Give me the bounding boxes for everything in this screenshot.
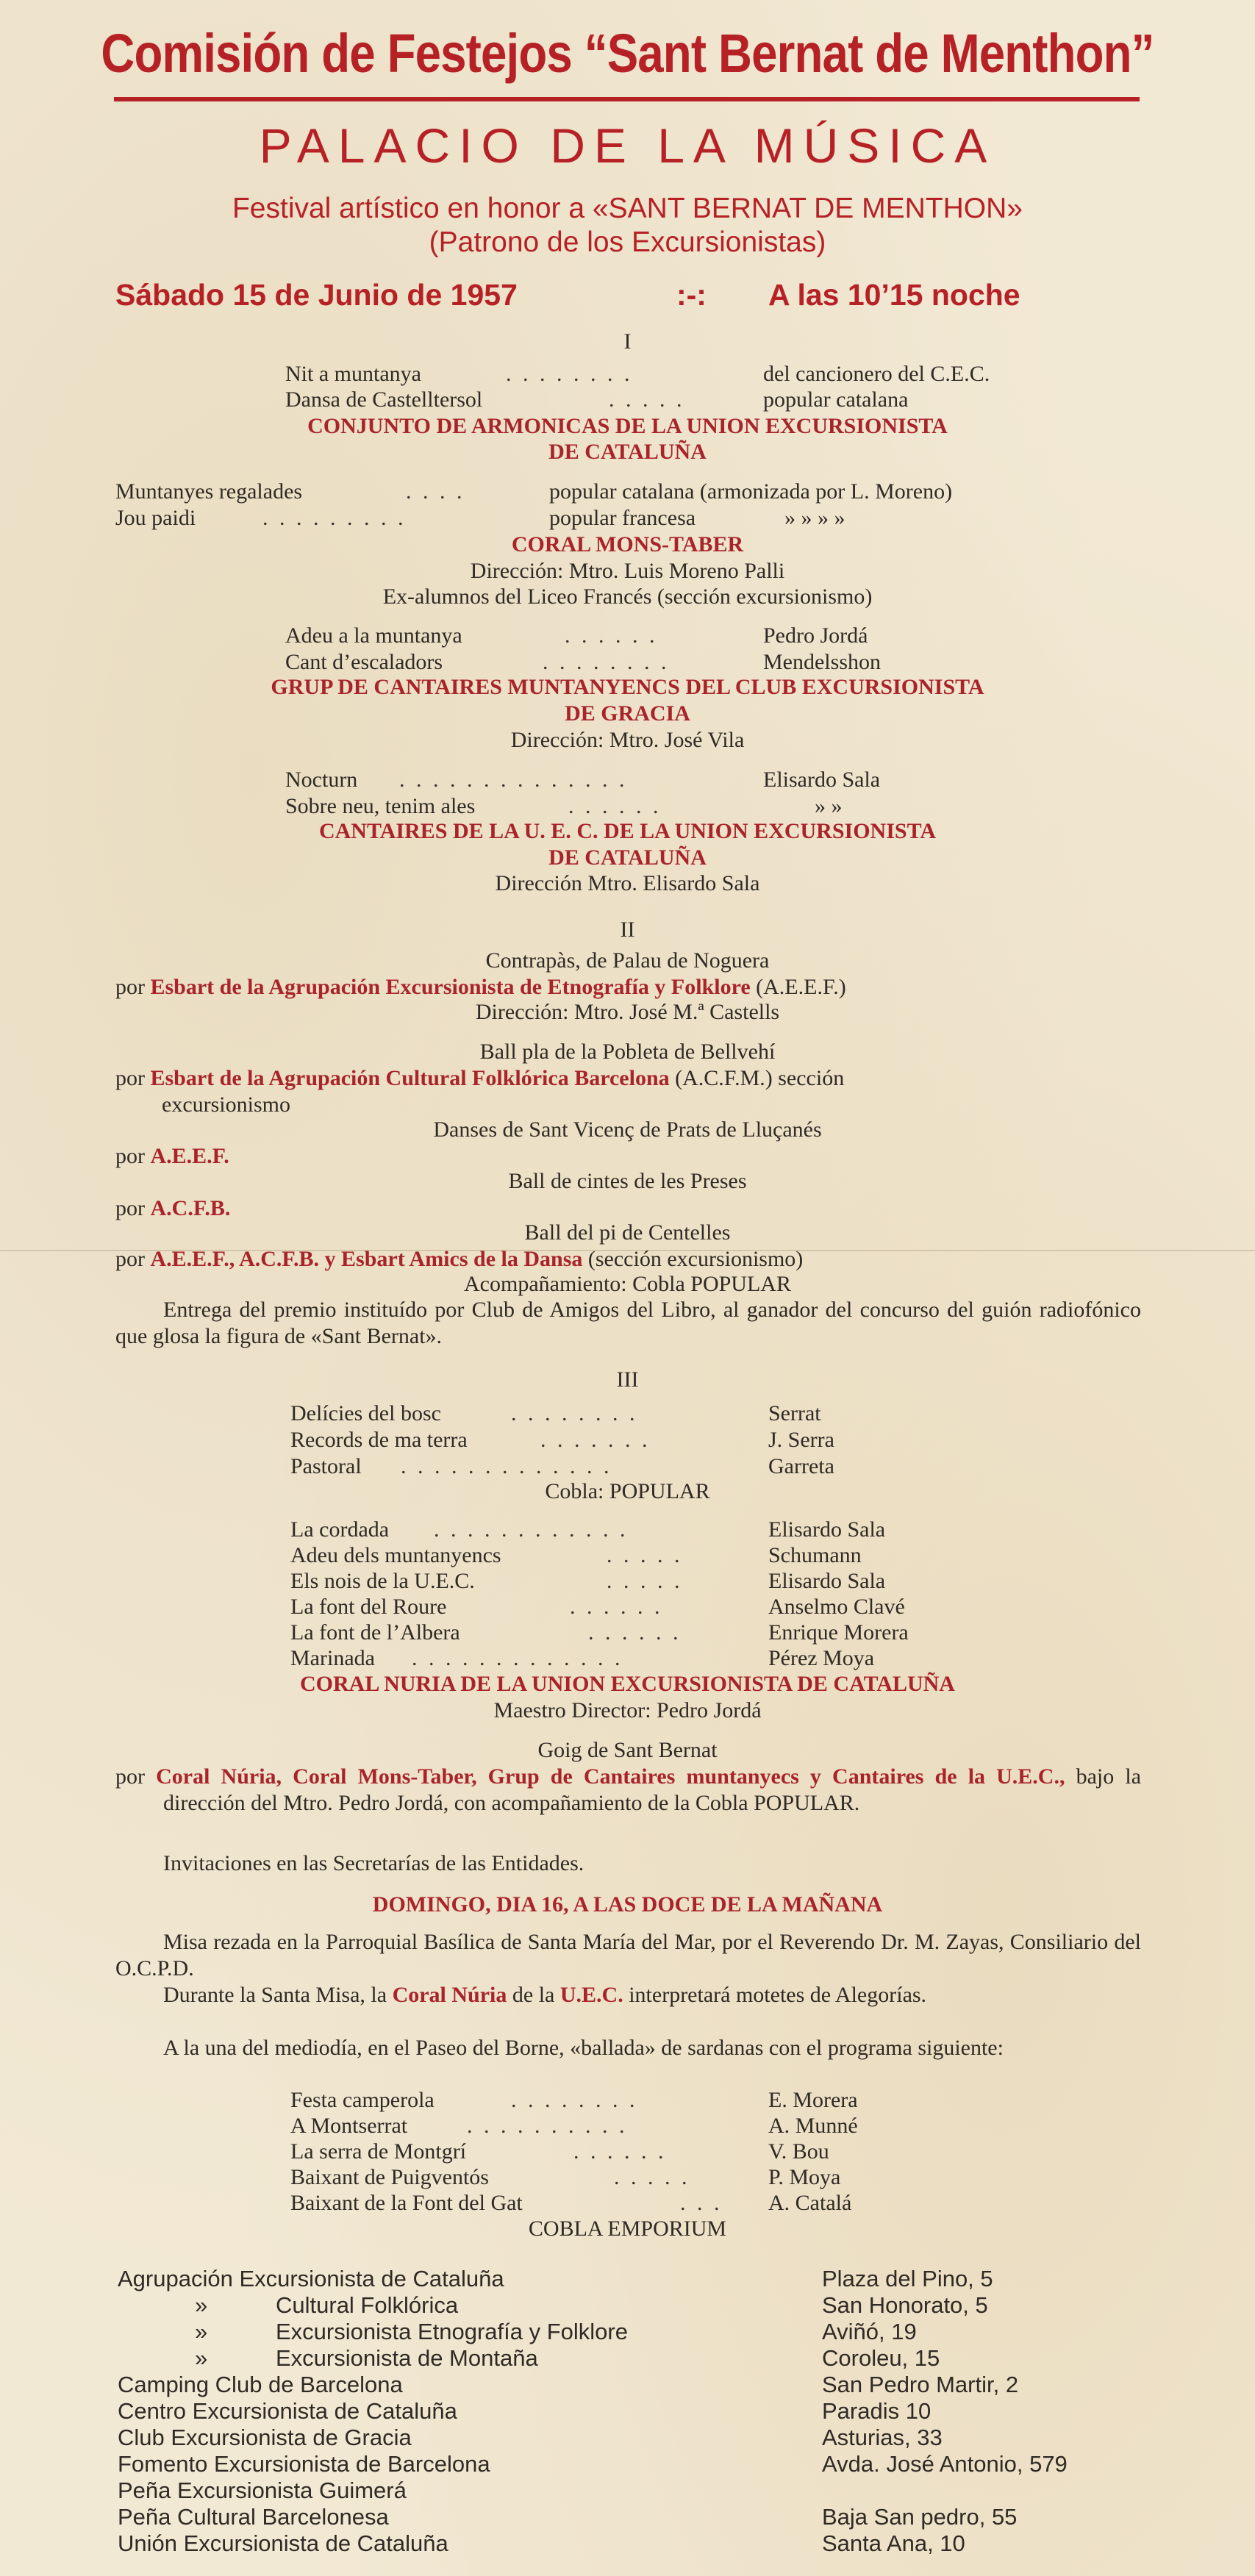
piece-title: Jou paidi (115, 506, 196, 530)
piece-title: A Montserrat (290, 2114, 408, 2138)
performer-note: bajo la dirección del Mtro. Pedro Jordá, con acompañamiento de la Cobla POPULAR. (163, 1764, 1142, 1815)
cobla-label: COBLA EMPORIUM (528, 2217, 727, 2241)
performer-name: Esbart de la Agrupación Excursionista de Etnografía y Folklore (150, 975, 751, 999)
leader-dots: . . . . . . . . . . . . . . (399, 768, 628, 792)
event-time: A las 10’15 noche (768, 278, 1020, 312)
performer-name: Esbart de la Agrupación Cultural Folklórica Barcelona (150, 1066, 670, 1090)
entity-address: Santa Ana, 10 (822, 2530, 965, 2556)
entity-name: Peña Cultural Barcelonesa (118, 2504, 389, 2530)
entity-name: Excursionista Etnografía y Folklore (276, 2319, 628, 2344)
ditto-mark: » (195, 2345, 208, 2371)
piece-title: Adeu a la muntanya (285, 623, 462, 648)
leader-dots: . . . (680, 2191, 723, 2215)
por-label: por (115, 1247, 145, 1271)
group-name: CANTAIRES DE LA U. E. C. DE LA UNION EXCURSIONISTA (318, 819, 937, 843)
piece-author: V. Bou (768, 2139, 829, 2164)
piece-author: Enrique Morera (768, 1620, 909, 1645)
performer-name: A.E.E.F. (150, 1144, 229, 1168)
piece-title: La font del Roure (290, 1595, 447, 1619)
piece-title: Records de ma terra (290, 1428, 468, 1452)
piece-author: E. Morera (768, 2088, 858, 2112)
piece-title: Nit a muntanya (285, 362, 421, 386)
entity-name: Agrupación Excursionista de Cataluña (118, 2266, 504, 2291)
leader-dots: . . . . . . (588, 1620, 682, 1645)
piece-title: Baixant de la Font del Gat (290, 2191, 523, 2215)
group-name-cont: DE GRACIA (565, 701, 690, 726)
leader-dots: . . . . . (609, 387, 685, 412)
dance-performers (115, 1247, 803, 1272)
piece-title: Pastoral (290, 1454, 362, 1478)
dance-director: Dirección: Mtro. José M.ª Castells (475, 1000, 780, 1024)
por-label: por (115, 975, 145, 999)
group-note: Ex-alumnos del Liceo Francés (sección excursionismo) (382, 584, 873, 609)
piece-author: Garreta (768, 1454, 834, 1478)
ditto-marks: » » (815, 794, 843, 818)
entity-row (118, 2292, 853, 2319)
por-label: por (115, 1066, 145, 1090)
piece-author: Elisardo Sala (763, 768, 881, 792)
entity-name: Peña Excursionista Guimerá (118, 2477, 407, 2503)
ditto-marks: » » » » (784, 506, 845, 530)
entity-name: Excursionista de Montaña (276, 2345, 538, 2371)
leader-dots: . . . . . . . . (506, 362, 633, 386)
leader-dots: . . . . . . . . . (262, 506, 407, 530)
piece-author: Mendelsshon (763, 650, 881, 674)
piece-author: Elisardo Sala (768, 1517, 886, 1542)
leader-dots: . . . . . . . . . . . . (434, 1517, 629, 1542)
entity-name: Unión Excursionista de Cataluña (118, 2530, 448, 2556)
entity-name: Camping Club de Barcelona (118, 2372, 403, 2397)
leader-dots: . . . . . . . . . . . . . (412, 1646, 623, 1670)
section-numeral-2: II (620, 917, 635, 942)
group-director: Dirección Mtro. Elisardo Sala (495, 871, 760, 895)
leader-dots: . . . . . (614, 2165, 690, 2189)
motets-text: interpretará motetes de Alegorías. (629, 1983, 927, 2007)
piece-title: Adeu dels muntanyencs (290, 1543, 501, 1567)
group-name: GRUP DE CANTAIRES MUNTANYENCS DEL CLUB EXCURSIONISTA (271, 675, 984, 699)
dance-performers (115, 1196, 230, 1221)
entity-address: San Pedro Martir, 2 (822, 2372, 1019, 2397)
festival-subtitle: Festival artístico en honor a «SANT BERNAT DE MENTHON» (232, 193, 1023, 224)
piece-author: P. Moya (768, 2165, 841, 2189)
dance-title: Ball del pi de Centelles (524, 1220, 731, 1245)
mass-note: Misa rezada en la Parroquial Basílica de Santa María del Mar, por el Reverendo Dr. M. Zayas, Consiliario del O.C.P.D. (115, 1930, 1141, 1981)
piece-author: Pérez Moya (768, 1646, 875, 1670)
leader-dots: . . . . . . . . . . . . . (401, 1454, 612, 1478)
choir-ref: Coral Núria (392, 1983, 507, 2007)
performer-cont: excursionismo (162, 1092, 290, 1117)
leader-dots: . . . . . . (573, 2139, 667, 2164)
entity-address: San Honorato, 5 (822, 2292, 988, 2318)
piece-author: del cancionero del C.E.C. (763, 362, 990, 386)
addresses-list (822, 2266, 1234, 2557)
piece-author: Pedro Jordá (763, 623, 868, 648)
leader-dots: . . . . . . (570, 1595, 663, 1619)
award-note: Entrega del premio instituído por Club de Amigos del Libro, al ganador del concurso del guión radiofónico que glosa la figura de «Sant Bernat». (115, 1298, 1141, 1348)
group-director: Dirección: Mtro. Luis Moreno Palli (470, 559, 785, 583)
entity-name: Cultural Folklórica (276, 2292, 459, 2318)
entity-name: Fomento Excursionista de Barcelona (118, 2451, 490, 2477)
ditto-mark: » (195, 2319, 208, 2344)
piece-title: Muntanyes regalades (115, 479, 303, 504)
group-name: CONJUNTO DE ARMONICAS DE LA UNION EXCURSIONISTA (307, 414, 948, 438)
leader-dots: . . . . . . . . (511, 2088, 638, 2112)
group-director: Dirección: Mtro. José Vila (510, 728, 745, 752)
dance-performers (115, 1144, 229, 1169)
piece-title: Nocturn (285, 768, 358, 792)
piece-title: Cant d’escaladors (285, 650, 443, 674)
piece-title: La cordada (290, 1517, 390, 1542)
leader-dots: . . . . . (607, 1569, 683, 1593)
piece-author: Schumann (768, 1543, 862, 1567)
performer-names: Coral Núria, Coral Mons-Taber, Grup de Cantaires muntanyecs y Cantaires de la U.E.C., (156, 1764, 1065, 1789)
leader-dots: . . . . . . . . (511, 1401, 638, 1425)
entity-address: Paradis 10 (822, 2398, 932, 2424)
performer-abbr: (A.C.F.M.) sección (675, 1066, 845, 1090)
piece-author: popular catalana (763, 387, 909, 412)
group-name-cont: DE CATALUÑA (548, 845, 707, 870)
dance-performers (115, 975, 846, 1000)
sunday-heading: DOMINGO, DIA 16, A LAS DOCE DE LA MAÑANA (372, 1892, 883, 1917)
venue-title: PALACIO DE LA MÚSICA (259, 118, 996, 173)
leader-dots: . . . . . . . . (543, 650, 670, 674)
entity-address: Plaza del Pino, 5 (822, 2266, 993, 2291)
group-name-cont: DE CATALUÑA (548, 440, 707, 464)
piece-title: Festa camperola (290, 2088, 435, 2112)
accompaniment: Acompañamiento: Cobla POPULAR (464, 1272, 791, 1296)
piece-author: J. Serra (768, 1428, 834, 1452)
dance-title: Ball pla de la Pobleta de Bellvehí (479, 1040, 776, 1064)
dance-performers (115, 1066, 844, 1091)
section-numeral-1: I (623, 329, 632, 354)
section-numeral-3: III (616, 1367, 639, 1392)
leader-dots: . . . . . . (565, 623, 658, 648)
sardanas-note: A la una del mediodía, en el Paseo del Borne, «ballada» de sardanas con el programa siguiente: (163, 2036, 1004, 2060)
piece-title: Els nois de la U.E.C. (290, 1569, 475, 1593)
performer-name: A.C.F.B. (150, 1196, 231, 1220)
entity-address: Asturias, 33 (822, 2425, 943, 2450)
choir-director: Maestro Director: Pedro Jordá (493, 1698, 762, 1722)
piece-author: popular francesa (549, 506, 696, 530)
goig-title: Goig de Sant Bernat (537, 1738, 718, 1762)
por-label: por (115, 1764, 145, 1789)
piece-author: Elisardo Sala (768, 1569, 886, 1593)
leader-dots: . . . . . . (568, 794, 662, 818)
entity-address: Avda. José Antonio, 579 (822, 2451, 1068, 2477)
entity-address: Aviñó, 19 (822, 2319, 917, 2344)
leader-dots: . . . . . (607, 1543, 683, 1567)
performer-name: A.E.E.F., A.C.F.B. y Esbart Amics de la Dansa (150, 1247, 583, 1271)
piece-title: Baixant de Puigventós (290, 2165, 489, 2189)
piece-title: Sobre neu, tenim ales (285, 794, 476, 818)
piece-author: popular catalana (armonizada por L. Moreno) (549, 479, 953, 504)
dance-title: Danses de Sant Vicenç de Prats de Lluçanés (433, 1117, 822, 1142)
motets-note (115, 1982, 1141, 2008)
motets-text: Durante la Santa Misa, la (163, 1983, 387, 2007)
por-label: por (115, 1144, 145, 1168)
event-date: Sábado 15 de Junio de 1957 (115, 278, 518, 312)
por-label: por (115, 1196, 145, 1220)
ditto-mark: » (195, 2292, 208, 2318)
entity-name: Club Excursionista de Gracia (118, 2425, 412, 2450)
patron-subtitle: (Patrono de los Excursionistas) (429, 226, 826, 258)
piece-author: Serrat (768, 1401, 821, 1425)
entity-address: Baja San pedro, 55 (822, 2504, 1018, 2530)
leader-dots: . . . . . . . (540, 1428, 651, 1452)
piece-title: La font de l’Albera (290, 1620, 460, 1645)
group-name: CORAL MONS-TABER (511, 532, 744, 557)
entity-address (822, 2477, 1234, 2504)
entities-list (118, 2266, 853, 2557)
piece-title: Delícies del bosc (290, 1401, 441, 1425)
date-separator: :-: (676, 278, 707, 312)
leader-dots: . . . . (406, 479, 465, 504)
title-underline (114, 97, 1140, 101)
performer-abbr: (A.E.E.F.) (756, 975, 846, 999)
piece-title: La serra de Montgrí (290, 2139, 467, 2164)
performer-abbr: (sección excursionismo) (587, 1247, 804, 1271)
org-ref: U.E.C. (559, 1983, 623, 2007)
entity-row (118, 2319, 853, 2345)
dance-title: Contrapàs, de Palau de Noguera (485, 948, 770, 973)
commission-title: Comisión de Festejos “Sant Bernat de Menthon” (101, 23, 1154, 84)
cobla-label: Cobla: POPULAR (545, 1479, 710, 1503)
dance-title: Ball de cintes de les Preses (508, 1169, 747, 1193)
motets-text: de la (512, 1983, 555, 2007)
piece-author: A. Catalá (768, 2191, 852, 2215)
choir-name: CORAL NURIA DE LA UNION EXCURSIONISTA DE CATALUÑA (300, 1672, 955, 1696)
goig-performers (115, 1764, 1141, 1817)
entity-row (118, 2345, 853, 2372)
leader-dots: . . . . . . . . . . (467, 2114, 628, 2138)
entity-address: Coroleu, 15 (822, 2345, 940, 2371)
invitations-note: Invitaciones en las Secretarías de las Entidades. (163, 1851, 584, 1875)
entity-name: Centro Excursionista de Cataluña (118, 2398, 457, 2424)
piece-author: A. Munné (768, 2114, 858, 2138)
piece-author: Anselmo Clavé (768, 1595, 905, 1619)
piece-title: Dansa de Castelltersol (285, 387, 483, 412)
piece-title: Marinada (290, 1646, 375, 1670)
